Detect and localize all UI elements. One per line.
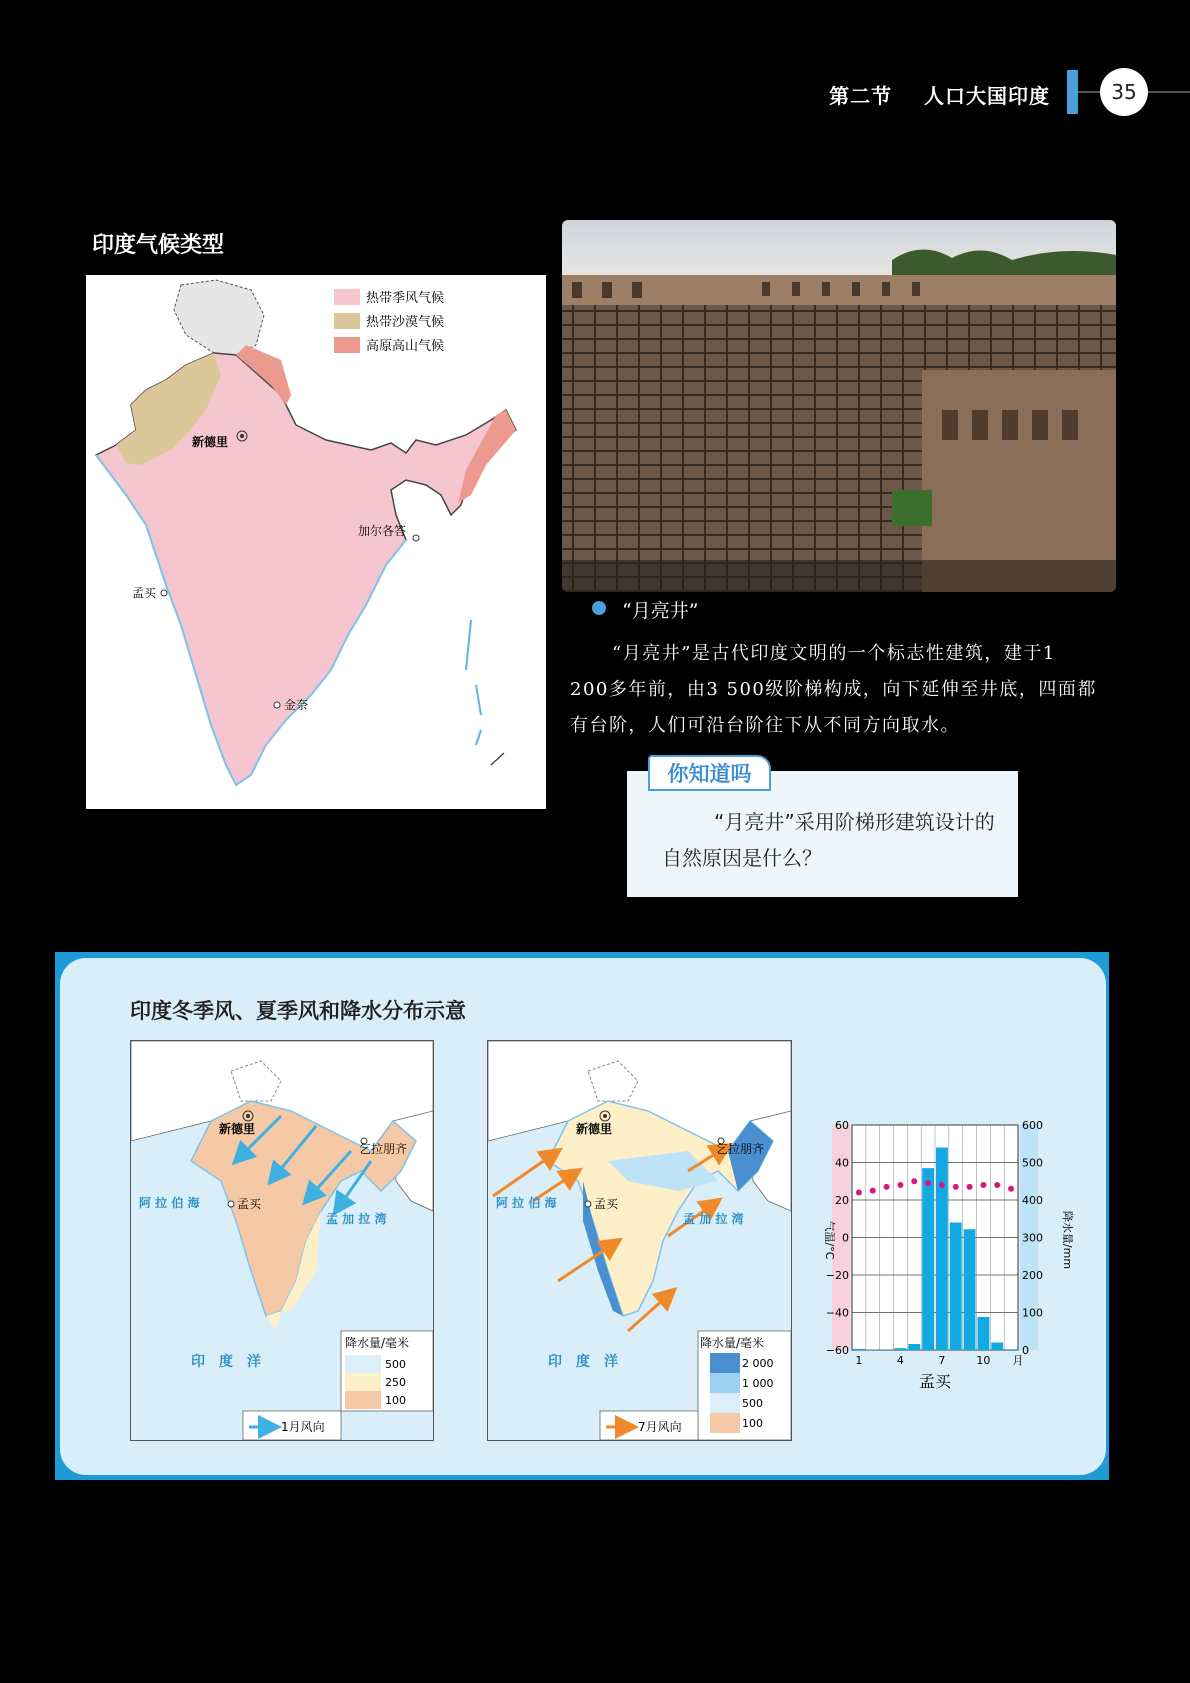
temp-point (884, 1184, 890, 1190)
temp-tick-label: 0 (842, 1231, 849, 1245)
summer-city-mumbai: 孟买 (594, 1197, 619, 1211)
precip-bar (950, 1223, 962, 1351)
month-tick-label: 1 (855, 1354, 863, 1367)
caption-marker-icon (592, 601, 606, 615)
temp-point (1008, 1186, 1014, 1192)
month-tick-label: 4 (896, 1354, 904, 1367)
winter-arabian-sea: 阿 拉 伯 海 (139, 1196, 200, 1210)
month-tick-label: 月 (1012, 1354, 1024, 1367)
temp-point (939, 1182, 945, 1188)
winter-bay-of-bengal: 孟 加 拉 湾 (326, 1212, 387, 1226)
month-tick-label: 7 (938, 1354, 946, 1367)
city-kolkata: 加尔各答 (358, 524, 407, 538)
temp-tick-label: 60 (835, 1119, 849, 1132)
moon-well-photo (562, 220, 1116, 592)
precip-tick-label: 600 (1022, 1119, 1043, 1132)
header-accent-bar (1067, 70, 1078, 114)
summer-arabian-sea: 阿 拉 伯 海 (496, 1196, 557, 1210)
temp-point (967, 1184, 973, 1190)
city-newdelhi: 新德里 (192, 435, 229, 449)
winter-legend-250: 250 (385, 1376, 406, 1389)
summer-legend-100: 100 (742, 1417, 763, 1430)
summer-bay-of-bengal: 孟 加 拉 湾 (683, 1212, 744, 1226)
temp-point (994, 1182, 1000, 1188)
precip-tick-label: 200 (1022, 1269, 1043, 1282)
temp-tick-label: −40 (825, 1306, 849, 1320)
precip-bar (922, 1168, 934, 1350)
precip-bar (853, 1349, 865, 1350)
temp-point (925, 1180, 931, 1186)
temp-point (897, 1182, 903, 1188)
winter-legend-title: 降水量/毫米 (345, 1336, 410, 1350)
summer-city-cherrapunji: 乞拉朋齐 (716, 1142, 765, 1156)
legend-desert: 热带沙漠气候 (366, 315, 445, 330)
did-you-know-label: 你知道吗 (648, 755, 771, 791)
precip-tick-label: 0 (1022, 1344, 1029, 1357)
summer-city-newdelhi: 新德里 (576, 1122, 613, 1136)
climograph-title: 孟买 (918, 1372, 952, 1391)
winter-city-mumbai: 孟买 (237, 1197, 262, 1211)
precip-bar (895, 1348, 907, 1350)
temp-point (980, 1182, 986, 1188)
winter-legend-500: 500 (385, 1358, 406, 1371)
precip-tick-label: 500 (1022, 1156, 1043, 1170)
winter-legend-100: 100 (385, 1394, 406, 1407)
mumbai-climograph (818, 1115, 1088, 1395)
winter-city-newdelhi: 新德里 (219, 1122, 256, 1136)
did-you-know-question: “月亮井”采用阶梯形建筑设计的自然原因是什么？ (662, 810, 995, 870)
temp-point (856, 1190, 862, 1196)
chapter-title: 人口大国印度 (924, 84, 1050, 108)
summer-monsoon-map (487, 1040, 792, 1441)
precip-bar (978, 1317, 990, 1350)
winter-wind-label: 1月风向 (281, 1420, 325, 1434)
temp-axis-label: 气温/°C (823, 1220, 836, 1260)
city-mumbai: 孟买 (132, 586, 157, 600)
climate-map-title: 印度气候类型 (92, 233, 225, 258)
precip-bar (936, 1148, 948, 1351)
winter-city-cherrapunji: 乞拉朋齐 (359, 1142, 408, 1156)
summer-legend-2000: 2 000 (742, 1357, 774, 1370)
page-number: 35 (1100, 68, 1148, 116)
precip-bar (1005, 1349, 1017, 1350)
city-chennai: 金奈 (284, 698, 309, 712)
climate-map (86, 275, 546, 809)
temp-tick-label: −20 (825, 1269, 849, 1282)
precip-tick-label: 400 (1022, 1194, 1043, 1207)
precip-bar (964, 1229, 976, 1350)
summer-legend-1000: 1 000 (742, 1377, 774, 1390)
moon-well-description: “月亮井”是古代印度文明的一个标志性建筑，建于1 200多年前，由3 500级阶梯构成，向下延伸至井底，四面都有台阶，人们可沿台阶往下从不同方向取水。 (570, 643, 1097, 736)
month-tick-label: 10 (976, 1354, 991, 1367)
precip-tick-label: 100 (1022, 1306, 1043, 1320)
legend-highland: 高原高山气候 (366, 339, 445, 354)
precip-bar (991, 1343, 1003, 1351)
temp-point (870, 1188, 876, 1194)
summer-legend-500: 500 (742, 1397, 763, 1410)
chapter-header (829, 80, 1050, 109)
temp-tick-label: 40 (835, 1156, 849, 1170)
photo-caption: “月亮井” (622, 600, 699, 622)
winter-monsoon-map (130, 1040, 434, 1441)
precip-bar (908, 1344, 920, 1350)
temp-tick-label: −60 (825, 1344, 849, 1357)
temp-point (953, 1184, 959, 1190)
summer-legend-title: 降水量/毫米 (700, 1336, 765, 1350)
precip-axis-label: 降水量/mm (1061, 1210, 1074, 1270)
section-label: 第二节 (829, 84, 893, 108)
temp-point (911, 1178, 917, 1184)
winter-indian-ocean: 印 度 洋 (191, 1354, 261, 1370)
temp-tick-label: 20 (835, 1194, 849, 1207)
summer-wind-label: 7月风向 (638, 1420, 682, 1434)
panel-title: 印度冬季风、夏季风和降水分布示意 (130, 999, 466, 1023)
legend-monsoon: 热带季风气候 (366, 291, 445, 306)
summer-indian-ocean: 印 度 洋 (548, 1354, 618, 1370)
precip-tick-label: 300 (1022, 1231, 1043, 1245)
